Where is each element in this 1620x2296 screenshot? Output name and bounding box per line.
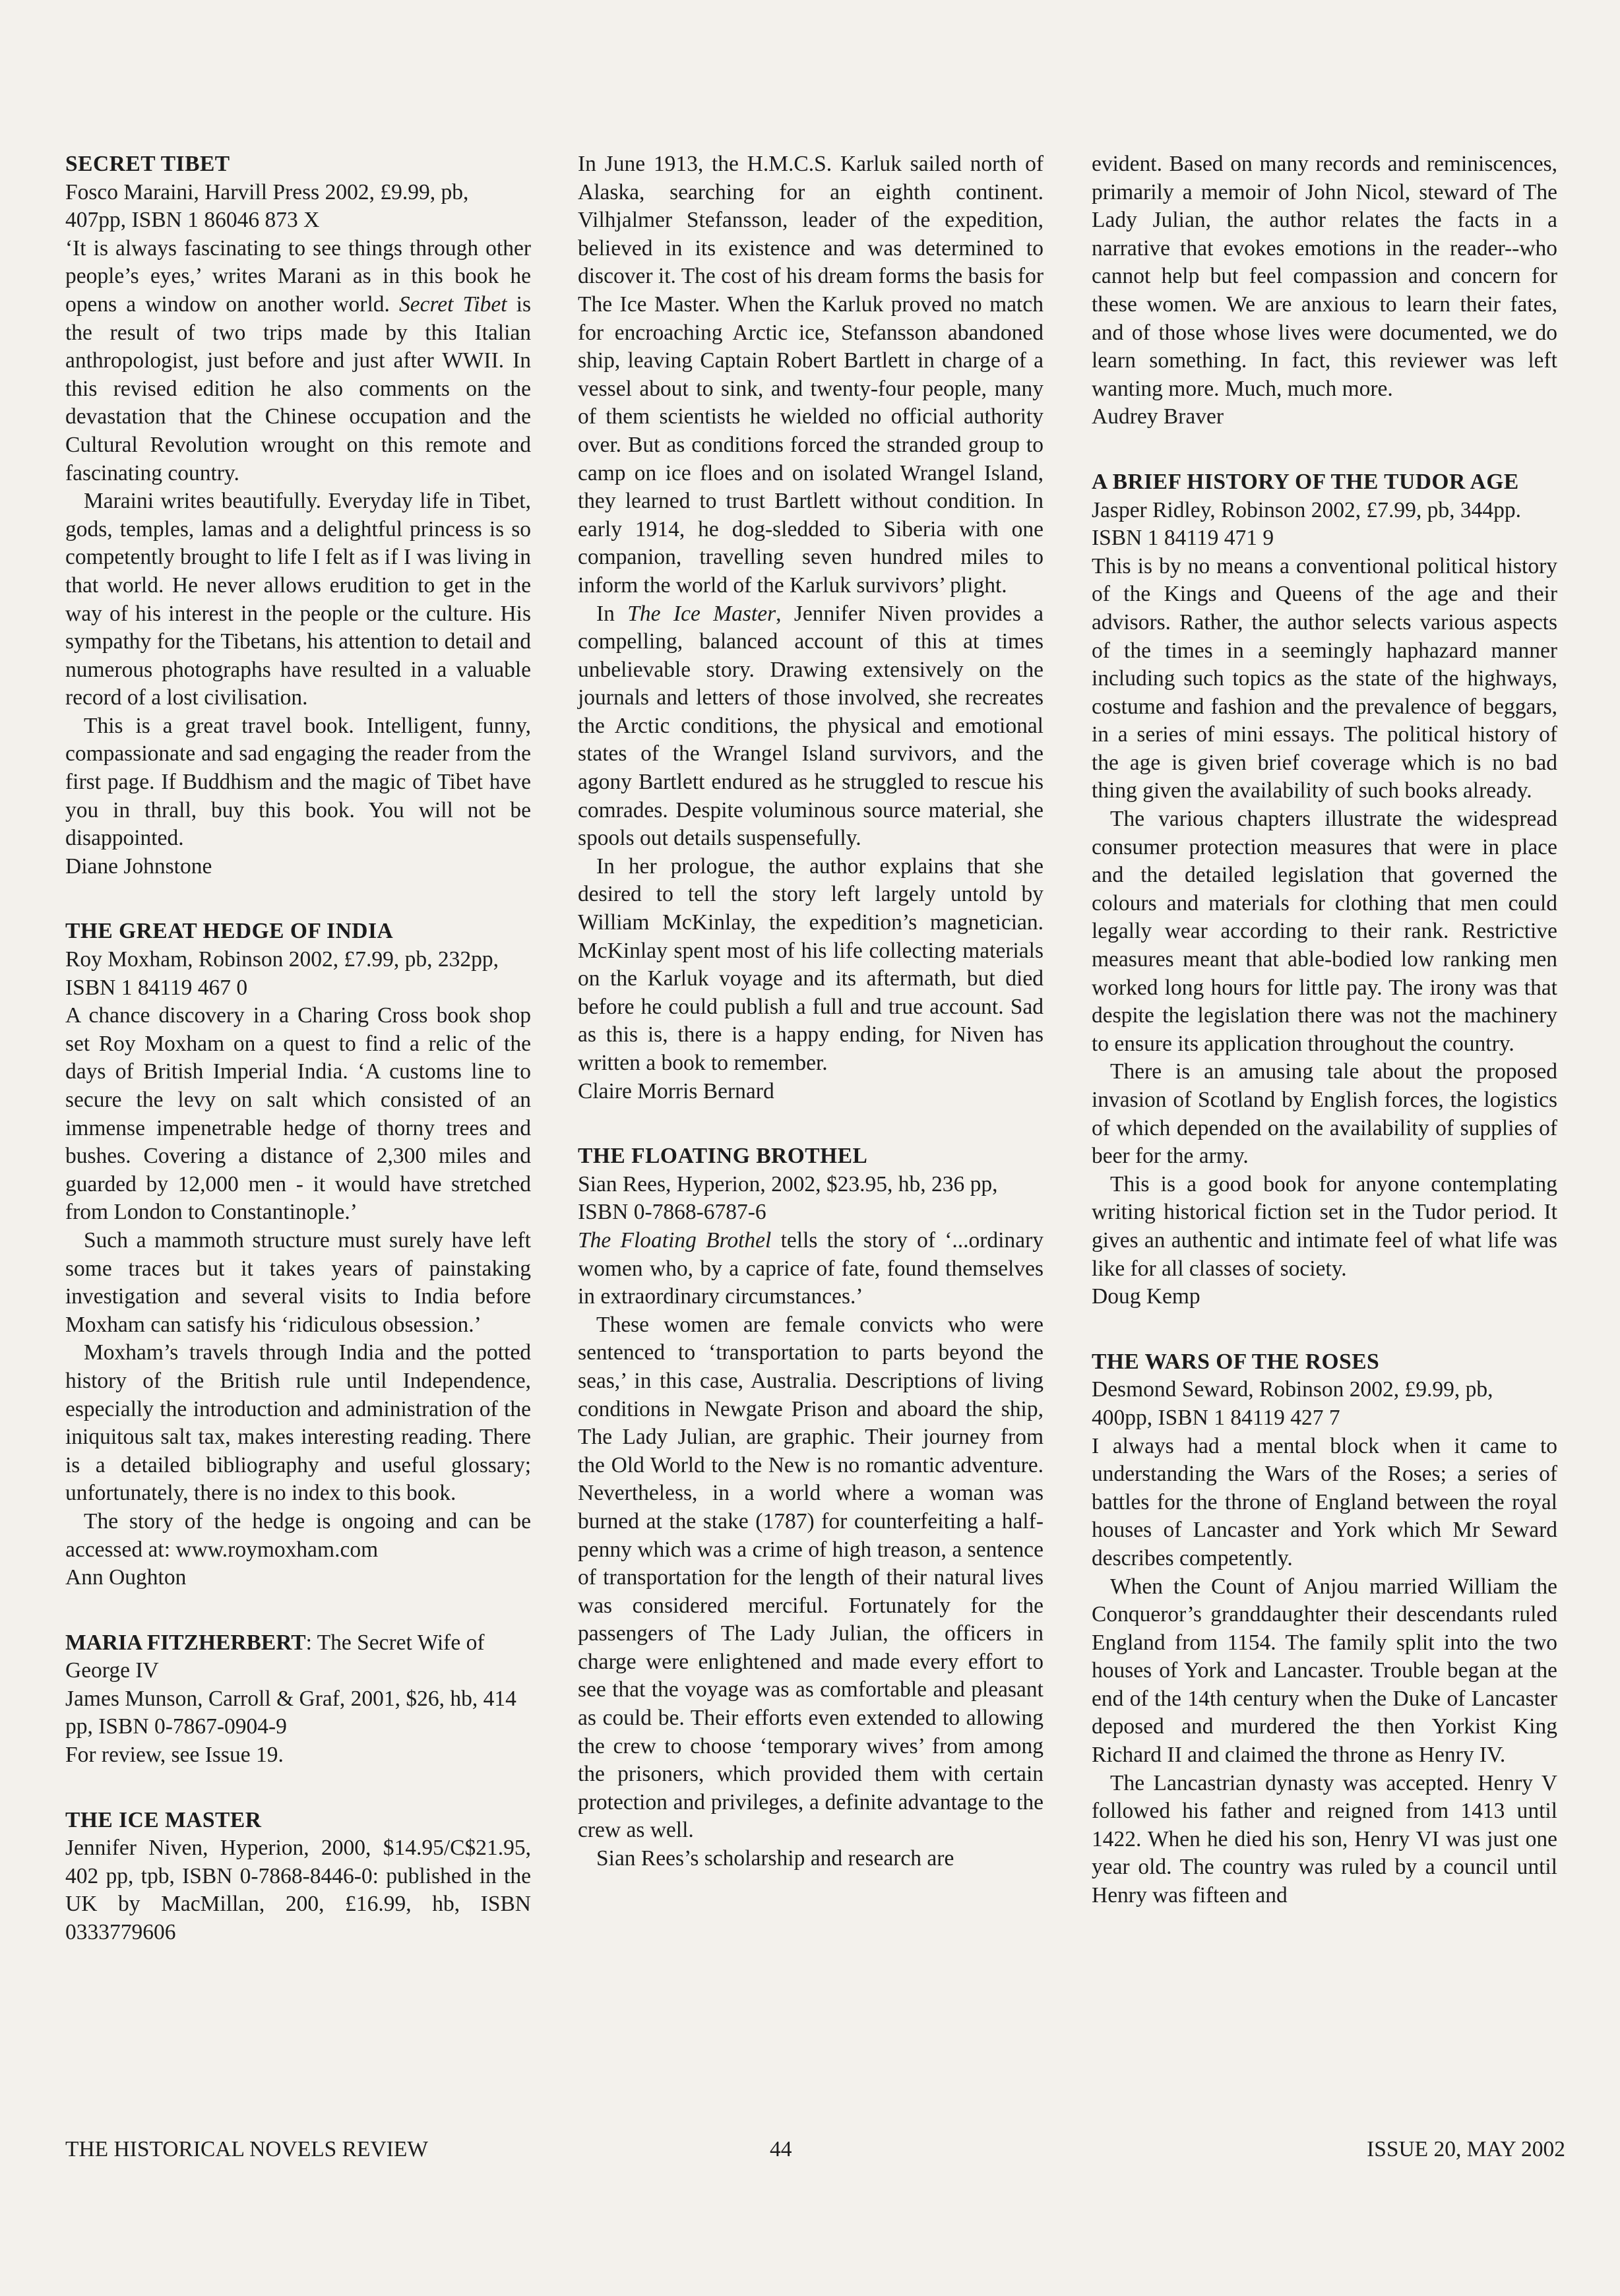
book-details: Fosco Maraini, Harvill Press 2002, £9.99, pb, 407pp, ISBN 1 86046 873 X	[65, 179, 469, 233]
book-title-italic: The Floating Brothel	[578, 1227, 772, 1253]
review-ice-master-heading	[65, 1807, 531, 1947]
publication-title: THE HISTORICAL NOVELS REVIEW	[65, 2137, 428, 2161]
review-paragraph: A chance discovery in a Charing Cross book shop set Roy Moxham on a quest to find a relic of the days of British Imperial India. ‘A customs line to secure the levy on salt which consisted of an immense impenetrable hedge of thorny trees and bushes. Covering a distance of 2,300 miles and guarded by 12,000 men - it would have stretched from London to Constantinople.’	[65, 1003, 531, 1225]
review-paragraph: This is a good book for anyone contemplating writing historical fiction set in the Tudor period. It gives an authentic and intimate feel of what life was like for all classes of society.	[1092, 1171, 1557, 1281]
review-title: THE GREAT HEDGE OF INDIA	[65, 919, 394, 944]
review-paragraph: When the Count of Anjou married William the Conqueror’s granddaughter their descendants ruled England from 1154. The family split into the two houses of York and Lancaster. Trouble began at the end of the 14th century when the Duke of Lancaster deposed and murdered the then Yorkist King Richard II and claimed the throne as Henry IV.	[1092, 1574, 1557, 1768]
book-details: Jasper Ridley, Robinson 2002, £7.99, pb, 344pp. ISBN 1 84119 471 9	[1092, 497, 1522, 551]
review-paragraph: The Lancastrian dynasty was accepted. Henry V followed his father and reigned from 1413 until 1422. When he died his son, Henry VI was just one year old. The country was ruled by a council until Henry was fifteen and	[1092, 1770, 1557, 1908]
book-title-italic: Secret Tibet	[398, 292, 507, 317]
page-number: 44	[770, 2137, 792, 2161]
review-title: THE WARS OF THE ROSES	[1092, 1349, 1380, 1374]
review-paragraph: In The Ice Master, Jennifer Niven provides a compelling, balanced account of this at times unbelievable story. Drawing extensively on the journals and letters of those involved, she recreates the Arctic conditions, the physical and emotional states of the Wrangel Island survivors, and the agony Bartlett endured as he struggled to rescue his comrades. Despite voluminous source material, she spools out details suspensefully.	[578, 601, 1044, 851]
reviewer-name: Claire Morris Bernard	[578, 1078, 774, 1103]
review-wars-of-the-roses	[1092, 1348, 1557, 1910]
review-paragraph: The various chapters illustrate the widespread consumer protection measures that were in place and the detailed legislation that governed the colours and materials for clothing that men could legally wear according to their rank. Restrictive measures meant that able-bodied low ranking men worked long hours for little pay. The irony was that despite the legislation there was not the machinery to ensure its application throughout the country.	[1092, 807, 1557, 1056]
review-paragraph: The story of the hedge is ongoing and can be accessed at: www.roymoxham.com	[65, 1508, 531, 1562]
review-title: A BRIEF HISTORY OF THE TUDOR AGE	[1092, 469, 1519, 494]
review-paragraph: Maraini writes beautifully. Everyday life in Tibet, gods, temples, lamas and a delightful princess is so competently brought to life I felt as if I was living in that world. He never allows erudition to get in the way of his interest in the people or the culture. His sympathy for the Tibetans, his attention to detail and numerous photographs have resulted in a valuable record of a lost civilisation.	[65, 489, 531, 710]
review-ice-master-body	[578, 150, 1044, 1105]
review-paragraph: These women are female convicts who were sentenced to ‘transportation to parts beyond the seas,’ in this case, Australia. Descriptions of living conditions in Newgate Prison and aboard the ship, The Lady Julian, are graphic. Their journey from the Old World to the New is no romantic adventure. Nevertheless, in a world where a woman was burned at the stake (1787) for counterfeiting a half-penny which was a crime of high treason, a sentence of transportation for the length of their natural lives was considered merciful. Fortunately for the passengers of The Lady Julian, the officers in charge were enlightened and made every effort to see that the voyage was as comfortable and pleasant as could be. Their efforts even extended to allowing the crew to choose ‘temporary wives’ from among the prisoners, which provided them with certain protection and privileges, a definite advantage to the crew as well.	[578, 1312, 1044, 1843]
column-middle	[578, 150, 1044, 1873]
review-paragraph: This is by no means a conventional political history of the Kings and Queens of the age and their advisors. Rather, the author selects various aspects of the times in a seemingly haphazard manner including such topics as the state of the highways, costume and fashion and the prevalence of beggars, in a series of mini essays. The political history of the age is given brief coverage which is no bad thing given the availability of such books already.	[1092, 553, 1557, 803]
review-paragraph: Such a mammoth structure must surely have left some traces but it takes years of painstaking investigation and several visits to India before Moxham can satisfy his ‘ridiculous obsession.’	[65, 1227, 531, 1337]
book-details: Sian Rees, Hyperion, 2002, $23.95, hb, 236 pp, ISBN 0-7868-6787-6	[578, 1171, 998, 1225]
book-details: Roy Moxham, Robinson 2002, £7.99, pb, 232pp, ISBN 1 84119 467 0	[65, 947, 499, 1000]
review-note: For review, see Issue 19.	[65, 1743, 284, 1768]
book-title-italic: The Ice Master	[627, 601, 776, 626]
review-title: THE FLOATING BROTHEL	[578, 1144, 868, 1169]
review-paragraph: I always had a mental block when it came to understanding the Wars of the Roses; a series of battles for the throne of England between the royal houses of Lancaster and York which Mr Seward describes competently.	[1092, 1433, 1557, 1570]
book-details: Jennifer Niven, Hyperion, 2000, $14.95/C$21.95, 402 pp, tpb, ISBN 0-7868-8446-0: published in the UK by MacMillan, 200, £16.99, hb, ISBN 0333779606	[65, 1836, 531, 1945]
review-paragraph: In her prologue, the author explains that she desired to tell the story left largely untold by William McKinlay, the expedition’s magnetician. McKinlay spent most of his life collecting materials on the Karluk voyage and its aftermath, but died before he could publish a full and true account. Sad as this is, there is a happy ending, for Niven has written a book to remember.	[578, 853, 1044, 1075]
review-paragraph: ‘It is always fascinating to see things through other people’s eyes,’ writes Marani as in this book he opens a window on another world. Secret Tibet is the result of two trips made by this Italian anthropologist, just before and just after WWII. In this revised edition he also comments on the devastation that the Chinese occupation and the Cultural Revolution wrought on this remote and fascinating country.	[65, 235, 531, 485]
issue-date: ISSUE 20, MAY 2002	[1367, 2137, 1565, 2161]
reviewer-name: Audrey Braver	[1092, 404, 1224, 429]
review-tudor-age	[1092, 468, 1557, 1311]
review-paragraph: The Floating Brothel tells the story of ‘...ordinary women who, by a caprice of fate, found themselves in extraordinary circumstances.’	[578, 1227, 1044, 1309]
review-paragraph: There is an amusing tale about the proposed invasion of Scotland by English forces, the logistics of which depended on the availability of supplies of beer for the army.	[1092, 1059, 1557, 1169]
book-details: Desmond Seward, Robinson 2002, £9.99, pb, 400pp, ISBN 1 84119 427 7	[1092, 1377, 1493, 1430]
review-paragraph: evident. Based on many records and reminiscences, primarily a memoir of John Nicol, steward of The Lady Julian, the author relates the facts in a narrative that evokes emotions in the reader--who cannot help but feel compassion and concern for these women. We are anxious to learn their fates, and of those whose lives were documented, we do learn something. In fact, this reviewer was left wanting more. Much, much more.	[1092, 152, 1557, 401]
review-subtitle: : The Secret Wife of George IV	[65, 1630, 485, 1683]
book-details: James Munson, Carroll & Graf, 2001, $26, hb, 414 pp, ISBN 0-7867-0904-9	[65, 1686, 516, 1739]
column-right	[1092, 150, 1557, 1910]
review-heading	[65, 1629, 531, 1685]
reviewer-name: Ann Oughton	[65, 1565, 187, 1590]
review-paragraph: In June 1913, the H.M.C.S. Karluk sailed north of Alaska, searching for an eighth continent. Vilhjalmer Stefansson, leader of the expedition, believed in its existence and was determined to discover it. The cost of his dream forms the basis for The Ice Master. When the Karluk proved no match for encroaching Arctic ice, Stefansson abandoned ship, leaving Captain Robert Bartlett in charge of a vessel about to sink, and twenty-four people, many of them scientists he wielded no official authority over. But as conditions forced the stranded group to camp on ice floes and on isolated Wrangel Island, they learned to trust Bartlett without condition. In early 1914, he dog-sledded to Siberia with one companion, travelling seven hundred miles to inform the world of the Karluk survivors’ plight.	[578, 152, 1044, 598]
review-floating-brothel	[578, 1142, 1044, 1873]
column-left	[65, 150, 531, 1947]
review-paragraph: Sian Rees’s scholarship and research are	[596, 1846, 954, 1871]
review-title: MARIA FITZHERBERT	[65, 1630, 306, 1655]
review-title: THE ICE MASTER	[65, 1807, 262, 1832]
review-paragraph: Moxham’s travels through India and the potted history of the British rule until Independence, especially the introduction and administration of the iniquitous salt tax, makes interesting reading. There is a detailed bibliography and useful glossary; unfortunately, there is no index to this book.	[65, 1340, 531, 1506]
review-great-hedge-of-india	[65, 917, 531, 1592]
review-maria-fitzherbert	[65, 1629, 531, 1770]
review-secret-tibet	[65, 150, 531, 881]
review-title: SECRET TIBET	[65, 152, 230, 176]
review-paragraph: This is a great travel book. Intelligent, funny, compassionate and sad engaging the reader from the first page. If Buddhism and the magic of Tibet have you in thrall, buy this book. You will not be disappointed.	[65, 713, 531, 851]
reviewer-name: Diane Johnstone	[65, 853, 212, 879]
review-floating-brothel-continued	[1092, 150, 1557, 431]
reviewer-name: Doug Kemp	[1092, 1284, 1200, 1309]
